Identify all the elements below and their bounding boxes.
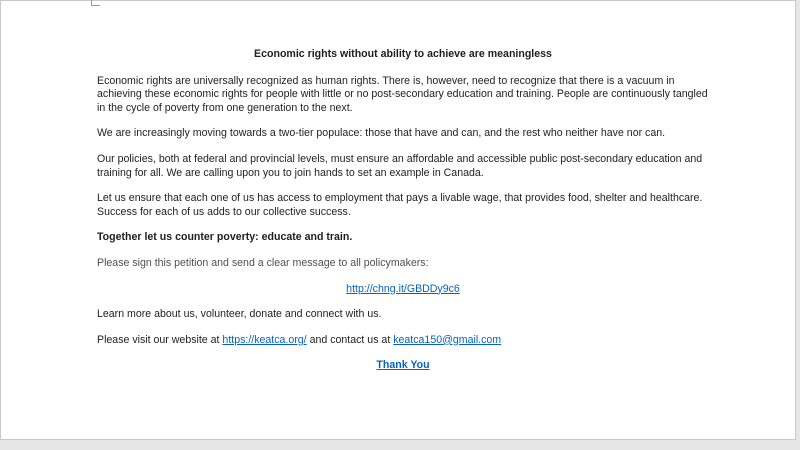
visit-prefix: Please visit our website at xyxy=(97,333,223,346)
paragraph-economic-rights: Economic rights are universally recognized as human rights. There is, however, need to recognize that there is a vacuum in achieving these economic rights for people with little or no post-secondary education and training. People are continuously tangled in the cycle of poverty from one generation to the next. xyxy=(97,74,708,114)
margin-corner-mark xyxy=(91,0,100,6)
paragraph-two-tier: We are increasingly moving towards a two-tier populace: those that have and can, and the rest who neither have nor can. xyxy=(97,127,666,140)
thank-you-link[interactable]: Thank You xyxy=(376,359,430,372)
petition-link[interactable]: http://chng.it/GBDDy9c6 xyxy=(346,282,460,295)
visit-middle: and contact us at xyxy=(306,333,394,346)
bottom-scroll-area xyxy=(0,440,800,450)
visit-line xyxy=(97,334,709,348)
slogan: Together let us counter poverty: educate and train. xyxy=(97,231,353,244)
document-title: Economic rights without ability to achieve are meaningless xyxy=(254,48,552,60)
petition-link-line xyxy=(97,283,709,297)
document-body xyxy=(97,48,709,385)
petition-prompt: Please sign this petition and send a clear message to all policymakers: xyxy=(97,256,429,269)
paragraph-employment: Let us ensure that each one of us has access to employment that pays a livable wage, that provides food, shelter and healthcare. Success for each of us adds to our collective success. xyxy=(97,192,703,218)
paragraph-policies: Our policies, both at federal and provincial levels, must ensure an affordable and accessible public post-secondary education and training for all. We are calling upon you to join hands to set an example in Canada. xyxy=(97,152,703,179)
thank-you-line xyxy=(97,359,709,373)
email-link[interactable]: keatca150@gmail.com xyxy=(393,333,502,346)
learn-more-text: Learn more about us, volunteer, donate and connect with us. xyxy=(97,308,382,321)
website-link[interactable]: https://keatca.org/ xyxy=(222,333,307,346)
